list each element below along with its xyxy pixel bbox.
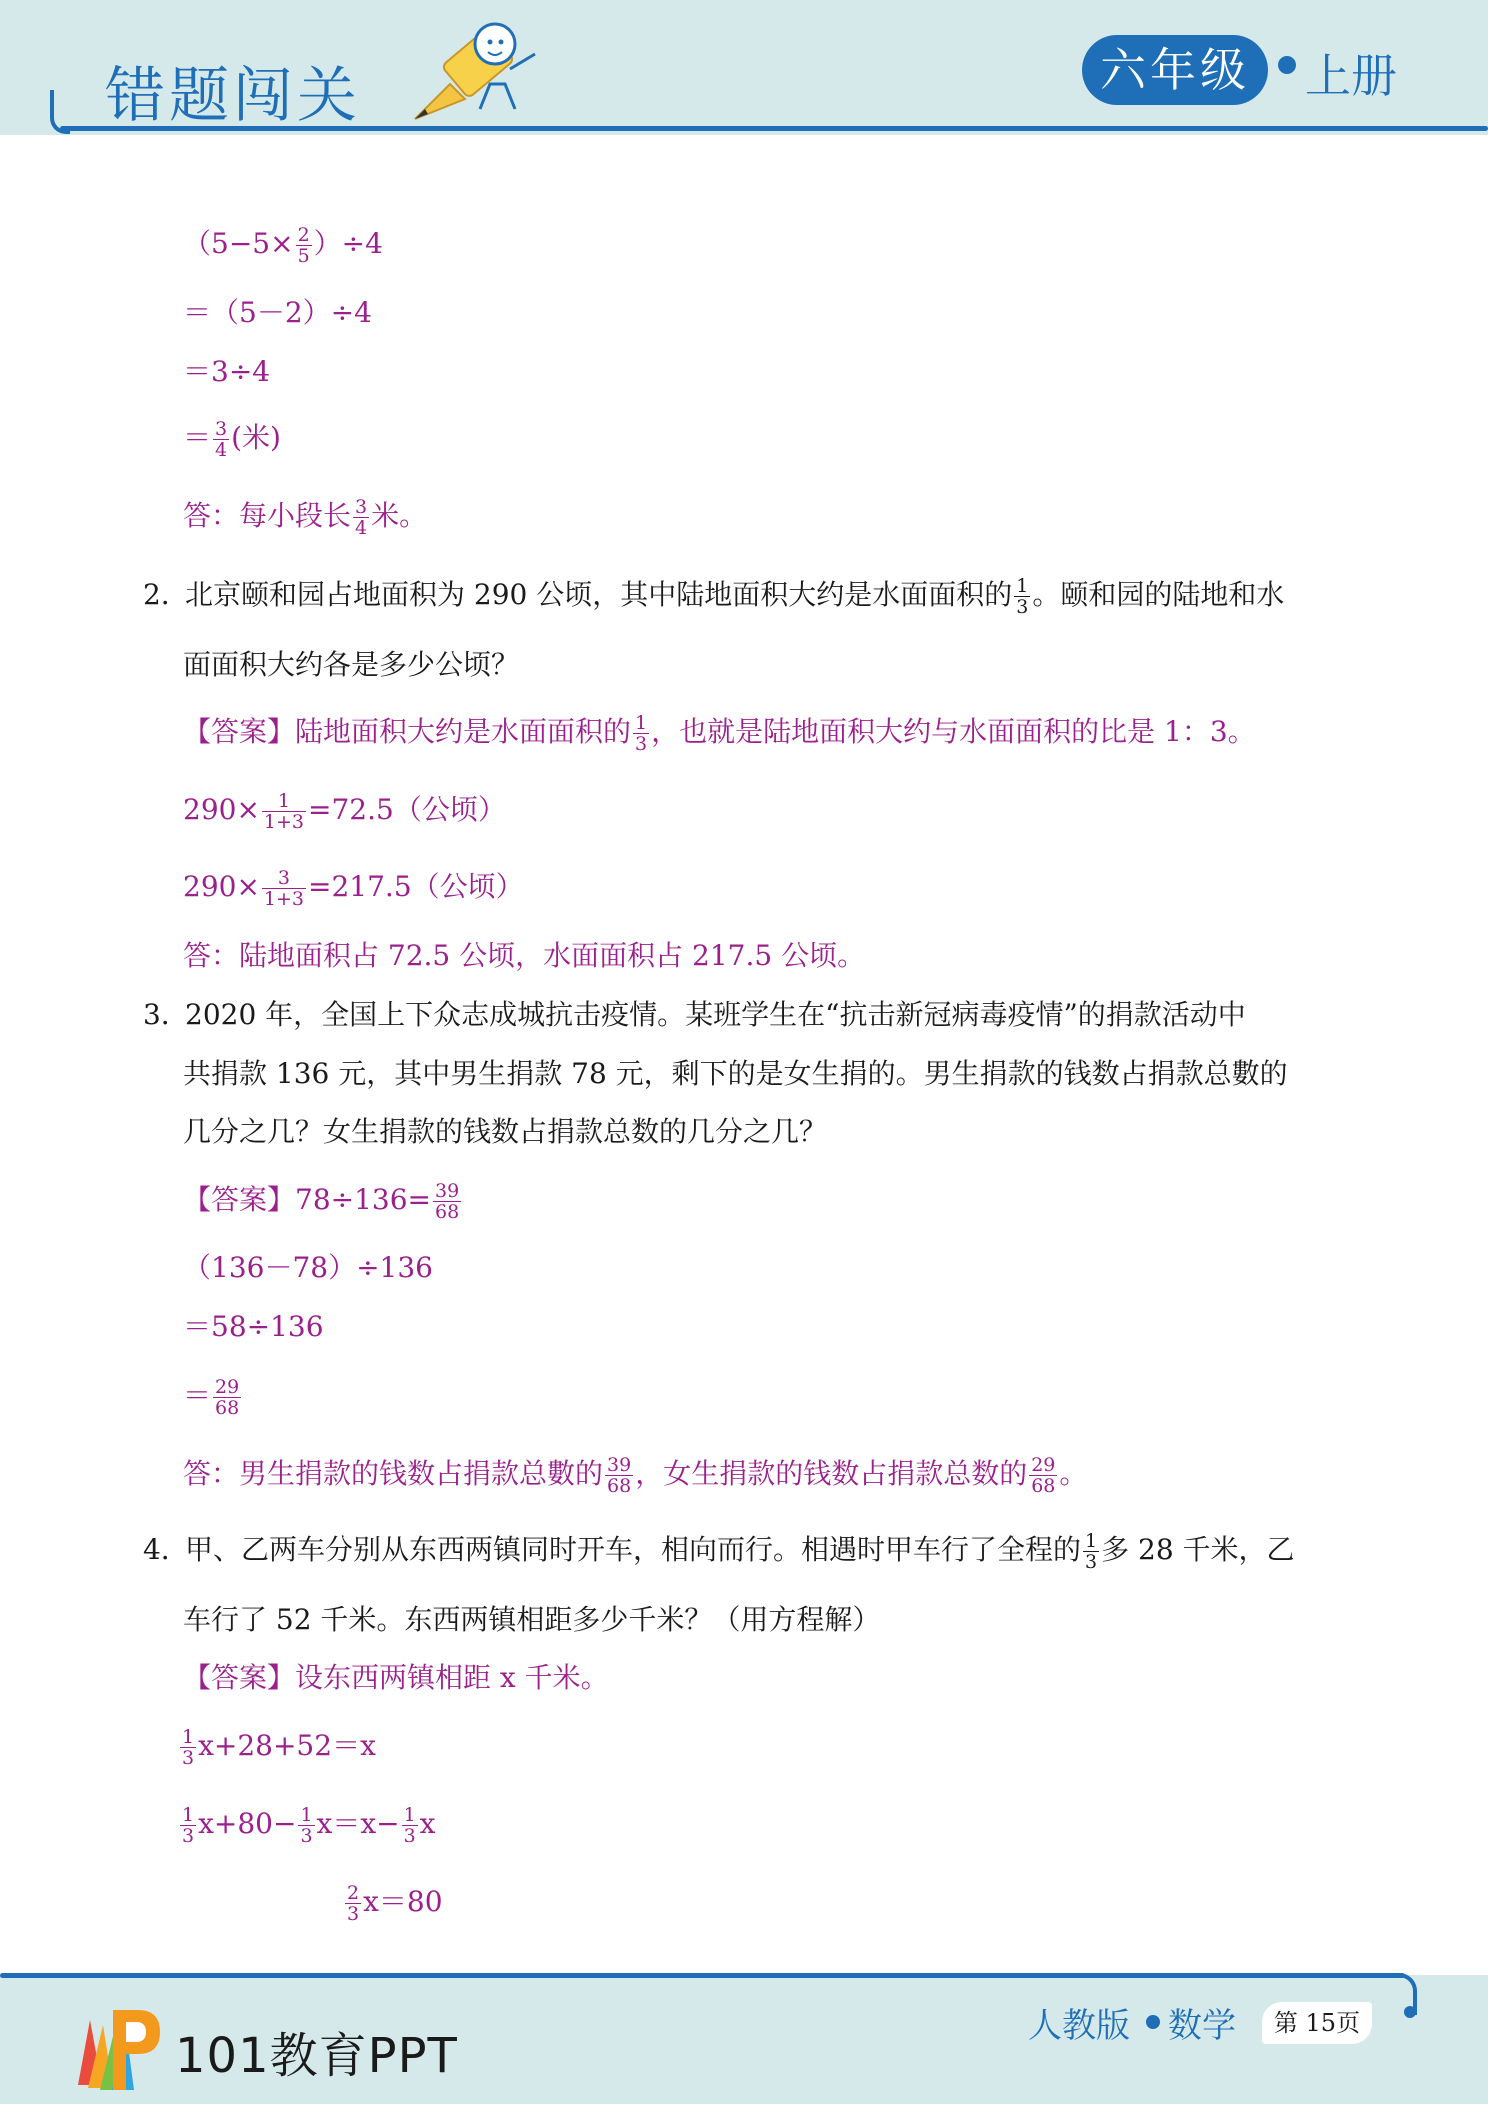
subject-label: 数学 xyxy=(1168,2006,1236,2046)
fraction: $\frac{2}{3}$ xyxy=(347,1882,360,1925)
fraction: $\frac{29}{68}$ xyxy=(215,1376,240,1419)
fraction: $\frac{1}{3}$ xyxy=(1016,575,1029,618)
q3-calc-3: ＝ $\frac{29}{68}$ xyxy=(183,1376,240,1419)
q3-final-answer: 答：男生捐款的钱数占捐款总數的 $\frac{39}{68}$ ，女生捐款的钱数占捐款总数的 $\frac{29}{68}$ 。 xyxy=(183,1454,1088,1497)
fraction: $\frac{1}{3}$ xyxy=(403,1804,416,1847)
q3-text-line-1: 3．2020 年，全国上下众志成城抗击疫情。某班学生在“抗击新冠病毒疫情”的捐款活动中 xyxy=(143,998,1246,1031)
fraction: $\frac{3}{4}$ xyxy=(215,418,228,461)
footer-rule xyxy=(0,1973,1405,1978)
q2-text-line-1: 2．北京颐和园占地面积为 290 公顷，其中陆地面积大约是水面面积的 $\frac{1}{3}$ 。颐和园的陆地和水 xyxy=(143,575,1285,618)
fraction: $\frac{1}{3}$ xyxy=(635,712,648,755)
fraction: $\frac{29}{68}$ xyxy=(1031,1454,1056,1497)
p1-step-3: ＝3÷4 xyxy=(183,355,271,388)
q3-calc-1: （136－78）÷136 xyxy=(183,1251,433,1284)
p1-step-1: （5−5× $\frac{2}{5}$ ）÷4 xyxy=(183,224,383,267)
fraction: $\frac{1}{1+3}$ xyxy=(263,790,305,833)
q2-text-line-2: 面面积大约各是多少公顷？ xyxy=(183,648,520,681)
fraction: $\frac{2}{5}$ xyxy=(297,224,310,267)
q2-answer-intro: 【答案】陆地面积大约是水面面积的 $\frac{1}{3}$ ，也就是陆地面积大约与水面面积的比是 1：3。 xyxy=(183,712,1256,755)
volume-label: 上册 xyxy=(1305,49,1397,103)
fraction: $\frac{39}{68}$ xyxy=(607,1454,632,1497)
q4-text-line-1: 4．甲、乙两车分别从东西两镇同时开车，相向而行。相遇时甲车行了全程的 $\frac{1}{3}$ 多 28 千米，乙 xyxy=(143,1530,1295,1573)
page-number: 第 15页 xyxy=(1262,2002,1372,2044)
p1-answer: 答：每小段长 $\frac{3}{4}$ 米。 xyxy=(183,496,428,539)
p1-step-4: ＝ $\frac{3}{4}$ (米) xyxy=(183,418,281,461)
fraction: $\frac{3}{1+3}$ xyxy=(263,867,305,910)
footer-hook-dot xyxy=(1404,2006,1416,2018)
q4-equation-2: $\frac{1}{3}$ x+80− $\frac{1}{3}$ x＝x− $\frac{1}{3}$ x xyxy=(182,1804,436,1847)
q4-answer-intro: 【答案】设东西两镇相距 x 千米。 xyxy=(183,1661,609,1694)
q2-calc-1: 290× $\frac{1}{1+3}$ =72.5（公顷） xyxy=(183,790,506,833)
fraction: $\frac{1}{3}$ xyxy=(182,1804,195,1847)
grade-separator-dot xyxy=(1278,56,1296,74)
q3-text-line-3: 几分之几？女生捐款的钱数占捐款总数的几分之几？ xyxy=(183,1115,828,1148)
fraction: $\frac{1}{3}$ xyxy=(300,1804,313,1847)
publisher-logo-text: 101教育PPT xyxy=(175,2028,458,2084)
grade-badge: 六年级 xyxy=(1082,35,1268,105)
publisher-logo-icon xyxy=(68,2000,168,2095)
edition-separator-dot xyxy=(1146,2015,1160,2029)
book-title: 错题闯关 xyxy=(105,61,361,131)
fraction: $\frac{1}{3}$ xyxy=(182,1726,195,1769)
fraction: $\frac{1}{3}$ xyxy=(1085,1530,1098,1573)
fraction: $\frac{39}{68}$ xyxy=(435,1180,460,1223)
p1-step-2: ＝（5－2）÷4 xyxy=(183,296,372,329)
fraction: $\frac{3}{4}$ xyxy=(355,496,368,539)
q2-calc-2: 290× $\frac{3}{1+3}$ =217.5（公顷） xyxy=(183,867,524,910)
pencil-mascot-icon xyxy=(410,14,550,124)
q3-answer-intro: 【答案】78÷136= $\frac{39}{68}$ xyxy=(183,1180,460,1223)
q2-final-answer: 答：陆地面积占 72.5 公顷，水面面积占 217.5 公顷。 xyxy=(183,939,866,972)
q3-text-line-2: 共捐款 136 元，其中男生捐款 78 元，剩下的是女生捐的。男生捐款的钱数占捐款总數的 xyxy=(183,1057,1288,1090)
q4-text-line-2: 车行了 52 千米。东西两镇相距多少千米？（用方程解） xyxy=(183,1603,881,1636)
edition-label: 人教版 xyxy=(1028,2006,1130,2046)
q3-calc-2: ＝58÷136 xyxy=(183,1310,324,1343)
q4-equation-1: $\frac{1}{3}$ x+28+52＝x xyxy=(182,1726,376,1769)
q4-equation-3: $\frac{2}{3}$ x＝80 xyxy=(347,1882,443,1925)
